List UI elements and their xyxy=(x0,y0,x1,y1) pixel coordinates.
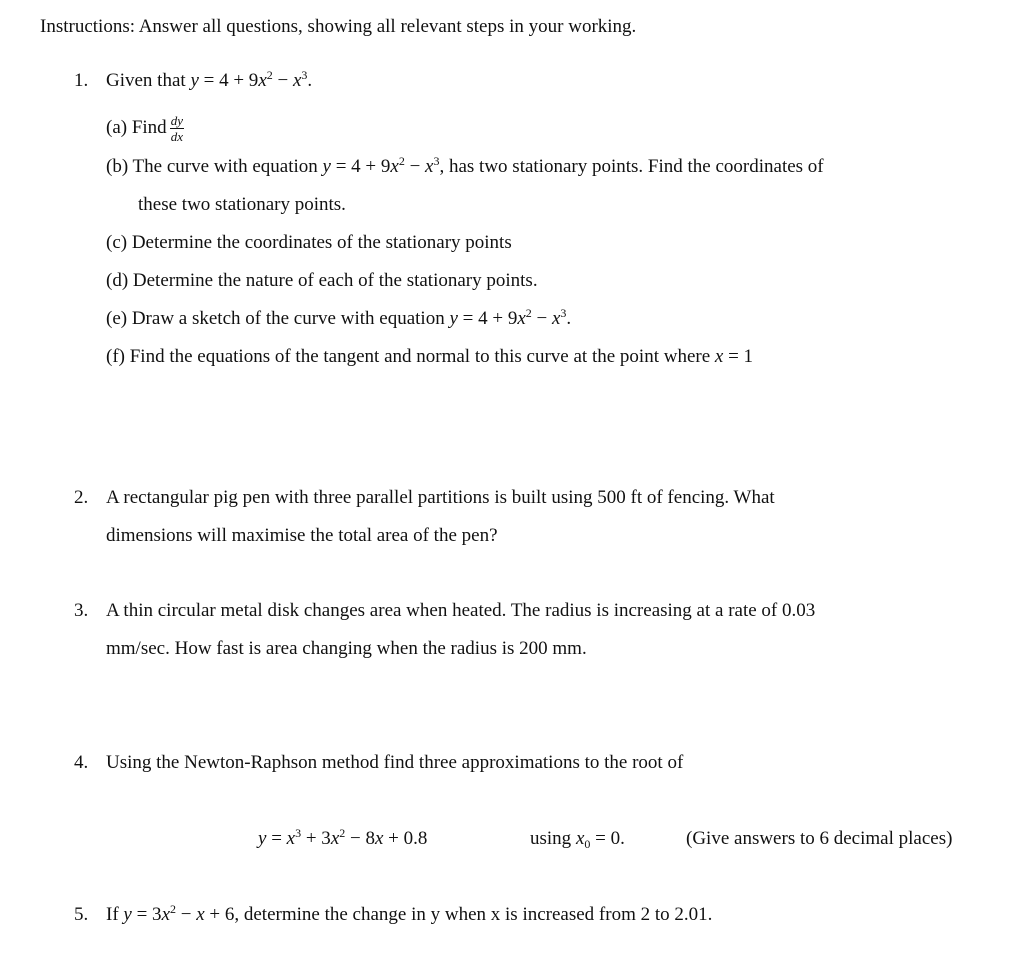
q1a-dy: dy xyxy=(170,113,183,128)
q1b-continuation: these two stationary points. xyxy=(138,194,346,215)
q4-precision-note: (Give answers to 6 decimal places) xyxy=(686,828,953,849)
q1-eq-pow2: 2 xyxy=(266,68,273,82)
q1b-eq-x: x xyxy=(390,156,399,177)
q1f-line xyxy=(106,347,753,366)
q4-eq-minus8: − 8 xyxy=(345,828,375,849)
q4-number: 4. xyxy=(74,752,89,773)
q1d-line: (d) Determine the nature of each of the stationary points. xyxy=(106,270,538,291)
q4-using: using xyxy=(530,828,572,849)
q1e-eq-y: y xyxy=(449,308,458,329)
q1f-rest: = 1 xyxy=(723,346,754,367)
q4-line1: Using the Newton-Raphson method find three approximations to the root of xyxy=(106,752,684,773)
q1a-derivative-fraction xyxy=(170,114,184,143)
q5-post: + 6, determine the change in y when x is increased from 2 to 2.01. xyxy=(204,904,713,925)
q1-eq-tail: . xyxy=(307,70,313,91)
q4-eq-p3: 3 xyxy=(295,826,302,840)
q4-eq-plus3: + 3 xyxy=(301,828,331,849)
q1b-eq-minus: − xyxy=(404,156,426,177)
q1-eq-y: y xyxy=(190,70,199,91)
q5-pre: If xyxy=(106,904,119,925)
q1-number: 1. xyxy=(74,70,89,91)
q4-eq-tail: + 0.8 xyxy=(383,828,428,849)
q4-initial-value xyxy=(530,828,625,851)
q1e-eq-equals: = xyxy=(457,308,479,329)
q3-number: 3. xyxy=(74,600,89,621)
q3-line1: A thin circular metal disk changes area when heated. The radius is increasing at a rate of 0.03 xyxy=(106,600,816,621)
q1e-tail: . xyxy=(566,308,572,329)
q4-eq-y: y xyxy=(258,828,267,849)
q1b-eq-equals: = xyxy=(330,156,352,177)
q1e-eq-pow2: 2 xyxy=(525,306,532,320)
q1e-eq-x: x xyxy=(517,308,526,329)
q1e-eq-pow3: 3 xyxy=(560,306,567,320)
q1c-line: (c) Determine the coordinates of the stationary points xyxy=(106,232,512,253)
q1b-eq-pow2: 2 xyxy=(398,154,405,168)
q5-eq-minus: − xyxy=(176,904,197,925)
q5-line xyxy=(106,902,713,925)
q1b-post: , has two stationary points. Find the coordinates of xyxy=(439,156,824,177)
q3-line2: mm/sec. How fast is area changing when the radius is 200 mm. xyxy=(106,638,587,659)
q5-number: 5. xyxy=(74,904,89,925)
q4-eq-equals: = xyxy=(266,828,287,849)
q5-eq-p2: 2 xyxy=(170,902,176,916)
q4-equation xyxy=(258,826,428,849)
q1f-x: x xyxy=(714,346,724,367)
q1b-eq-rhs: 4 + 9 xyxy=(351,156,391,177)
q1e-eq-rhs: 4 + 9 xyxy=(478,308,518,329)
q1a-line xyxy=(106,114,184,143)
q1e-eq-x2: x xyxy=(551,308,561,329)
q4-eq-x1: x xyxy=(286,828,296,849)
q1b-line xyxy=(106,154,824,177)
q1e-eq-minus: − xyxy=(531,308,552,329)
q4-x0-sub: 0 xyxy=(584,837,591,851)
q1-eq-pow3: 3 xyxy=(301,68,308,82)
q4-x0-rest: = 0. xyxy=(590,828,625,849)
q1-eq-x2: x xyxy=(292,70,302,91)
q1b-pre: (b) The curve with equation xyxy=(106,156,318,177)
q2-line1: A rectangular pig pen with three parallel partitions is built using 500 ft of fencing. What xyxy=(106,487,775,508)
q4-eq-x3: x xyxy=(374,828,384,849)
q1-eq-x: x xyxy=(258,70,267,91)
q5-eq-x1: x xyxy=(161,904,170,925)
q2-line2: dimensions will maximise the total area of the pen? xyxy=(106,525,498,546)
q1-stem: Given that xyxy=(106,70,186,91)
q5-eq-x2: x xyxy=(196,904,205,925)
q5-eq-equals: = 3 xyxy=(131,904,162,925)
q1-eq-equals: = xyxy=(198,70,220,91)
instructions-line: Instructions: Answer all questions, showing all relevant steps in your working. xyxy=(40,16,637,37)
q1e-pre: (e) Draw a sketch of the curve with equation xyxy=(106,308,445,329)
q1f-pre: (f) Find the equations of the tangent and normal to this curve at the point where xyxy=(106,346,711,367)
q1-eq-minus: − xyxy=(272,70,293,91)
q4-x0-x: x xyxy=(575,828,585,849)
q4-eq-p2: 2 xyxy=(339,826,346,840)
q2-number: 2. xyxy=(74,487,89,508)
q5-eq-y: y xyxy=(123,904,132,925)
q1-eq-rhs: 4 + 9 xyxy=(219,70,259,91)
q1a-dx: dx xyxy=(170,129,183,144)
q1a-label: (a) Find xyxy=(106,117,167,138)
q1e-line xyxy=(106,306,572,329)
q4-eq-x2: x xyxy=(330,828,340,849)
q1b-eq-pow3: 3 xyxy=(433,154,440,168)
q1b-eq-x2: x xyxy=(425,156,434,177)
q1b-eq-y: y xyxy=(322,156,331,177)
q1-stem-line xyxy=(106,68,313,91)
